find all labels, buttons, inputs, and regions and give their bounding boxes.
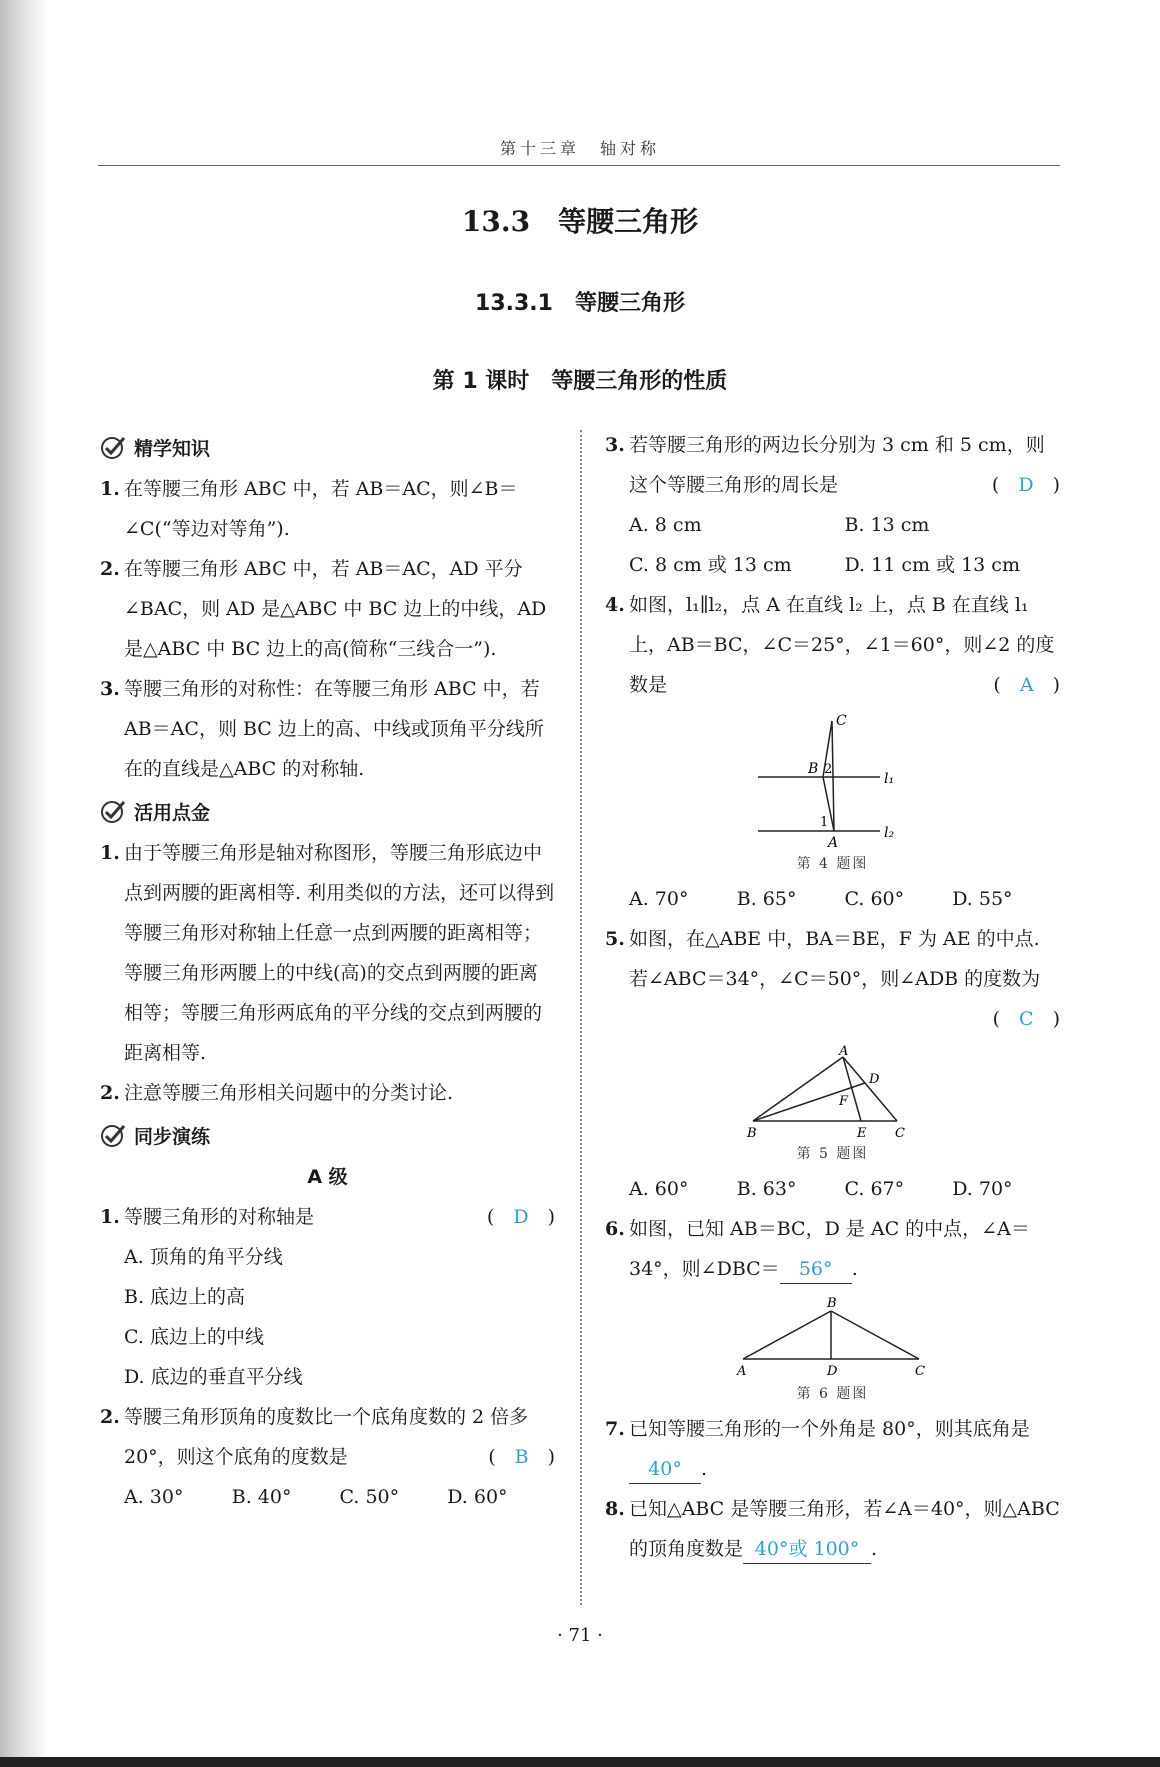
answer-paren: ( C ) (992, 1008, 1060, 1030)
label-d: D (826, 1364, 837, 1379)
answer-blank: 40°或 100° (743, 1535, 871, 1564)
section-heading-tips (100, 791, 555, 831)
figure-q5-diagram (743, 1045, 923, 1141)
answer-choice: C (1019, 1008, 1034, 1030)
label-c: C (894, 1126, 905, 1141)
label-a: A (838, 1045, 848, 1059)
label-d: D (868, 1072, 879, 1087)
section-title-tips: 活用点金 (134, 801, 211, 824)
header-rule (98, 165, 1060, 166)
option: A. 8 cm (629, 514, 702, 536)
option: A. 顶角的角平分线 (124, 1246, 283, 1268)
option: B. 40° (231, 1486, 292, 1508)
option: C. 60° (844, 888, 905, 910)
question-8: 8. 已知△ABC 是等腰三角形，若∠A＝40°，则△ABC 的顶角度数是 40°或 100° . (605, 1489, 1060, 1569)
option: D. 55° (952, 888, 1013, 910)
option: C. 50° (339, 1486, 400, 1508)
answer-choice: D (513, 1206, 529, 1228)
tips-item: 1. 由于等腰三角形是轴对称图形，等腰三角形底边中点到两腰的距离相等. 利用类似的方法，还可以得到等腰三角形对称轴上任意一点到两腰的距离相等；等腰三角形两腰上的中线(高)的交点到两腰的距离相等；等腰三角形两底角的平分线的交点到两腰的距离相等. (100, 842, 555, 1064)
option: D. 底边的垂直平分线 (124, 1366, 303, 1388)
options-row (605, 1169, 1060, 1209)
label-a: A (736, 1364, 746, 1379)
page-number: · 71 · (557, 1625, 603, 1646)
section-title: 13.3 等腰三角形 (461, 205, 699, 238)
option: B. 13 cm (844, 514, 930, 536)
label-f: F (838, 1094, 848, 1109)
option: D. 11 cm 或 13 cm (844, 554, 1020, 576)
left-column (100, 425, 555, 1517)
option: B. 65° (736, 888, 797, 910)
answer-paren: ( B ) (488, 1446, 555, 1468)
figure-q6-diagram (733, 1295, 933, 1381)
figure-q5 (605, 1045, 1060, 1163)
option: C. 8 cm 或 13 cm (629, 554, 792, 576)
figure-q6 (605, 1295, 1060, 1403)
label-e: E (856, 1126, 866, 1141)
options-row (100, 1477, 555, 1517)
option: C. 底边上的中线 (124, 1326, 264, 1348)
section-title-practice: 同步演练 (134, 1125, 211, 1148)
question-3: 3. 若等腰三角形的两边长分别为 3 cm 和 5 cm，则这个等腰三角形的周长是 ( D ) (605, 425, 1060, 505)
answer-blank: 56° (780, 1255, 852, 1284)
label-b: B (826, 1296, 837, 1311)
label-b: B (807, 761, 818, 777)
tips-item: 2. 注意等腰三角形相关问题中的分类讨论. (100, 1082, 454, 1104)
figure-q4-diagram (748, 711, 918, 851)
label-l1: l₁ (883, 771, 894, 787)
options-row (605, 879, 1060, 919)
subsection-title: 13.3.1 等腰三角形 (475, 291, 685, 316)
check-badge-icon (100, 1122, 126, 1148)
knowledge-item: 2. 在等腰三角形 ABC 中，若 AB＝AC，AD 平分∠BAC，则 AD 是△ABC 中 BC 边上的中线，AD 是△ABC 中 BC 边上的高(简称“三线合一”). (100, 558, 547, 660)
question-1: 1. 等腰三角形的对称轴是 ( D ) (100, 1197, 555, 1237)
check-badge-icon (100, 434, 126, 460)
question-6: 6. 如图，已知 AB＝BC，D 是 AC 的中点，∠A＝34°，则∠DBC＝ 56° . (605, 1209, 1060, 1289)
label-l2: l₂ (883, 825, 894, 841)
label-c: C (835, 713, 847, 729)
figure-caption: 第 6 题图 (796, 1386, 869, 1402)
label-a: A (827, 835, 838, 851)
answer-choice: A (1019, 674, 1034, 696)
option: A. 30° (124, 1486, 184, 1508)
label-c: C (914, 1364, 925, 1379)
question-5: 5. 如图，在△ABE 中，BA＝BE，F 为 AE 的中点. 若∠ABC＝34°，∠C＝50°，则∠ADB 的度数为 ( C ) (605, 919, 1060, 1039)
running-header: 第十三章 轴对称 (499, 139, 660, 158)
option: B. 底边上的高 (124, 1286, 246, 1308)
level-label: A 级 (307, 1166, 348, 1188)
section-heading-knowledge (100, 427, 555, 467)
knowledge-item: 1. 在等腰三角形 ABC 中，若 AB＝AC，则∠B＝∠C(“等边对等角”). (100, 478, 518, 540)
option: C. 67° (844, 1178, 905, 1200)
bottom-edge-bar (0, 1757, 1160, 1767)
answer-choice: B (514, 1446, 529, 1468)
option: B. 63° (736, 1178, 797, 1200)
figure-caption: 第 5 题图 (796, 1146, 869, 1162)
answer-paren: ( D ) (991, 474, 1060, 496)
label-angle-2: 2 (823, 762, 832, 777)
label-b: B (746, 1126, 757, 1141)
question-2: 2. 等腰三角形顶角的度数比一个底角度数的 2 倍多 20°，则这个底角的度数是 ( B ) (100, 1397, 555, 1477)
section-title-knowledge: 精学知识 (134, 437, 211, 460)
option: A. 70° (629, 888, 689, 910)
column-divider (580, 430, 582, 1605)
question-4: 4. 如图，l₁∥l₂，点 A 在直线 l₂ 上，点 B 在直线 l₁ 上，AB＝BC，∠C＝25°，∠1＝60°，则∠2 的度数是 ( A ) (605, 585, 1060, 705)
answer-choice: D (1018, 474, 1034, 496)
options-grid (605, 505, 1060, 585)
answer-paren: ( A ) (993, 674, 1060, 696)
figure-caption: 第 4 题图 (796, 856, 869, 872)
check-badge-icon (100, 798, 126, 824)
question-7: 7. 已知等腰三角形的一个外角是 80°，则其底角是40° . (605, 1409, 1060, 1489)
answer-paren: ( D ) (486, 1206, 555, 1228)
section-heading-practice (100, 1115, 555, 1155)
right-column (605, 425, 1060, 1569)
option: A. 60° (629, 1178, 689, 1200)
lesson-title: 第 1 课时 等腰三角形的性质 (432, 369, 728, 394)
option: D. 60° (447, 1486, 508, 1508)
label-angle-1: 1 (819, 815, 828, 830)
option: D. 70° (952, 1178, 1013, 1200)
knowledge-item: 3. 等腰三角形的对称性：在等腰三角形 ABC 中，若 AB＝AC，则 BC 边上的高、中线或顶角平分线所在的直线是△ABC 的对称轴. (100, 678, 544, 780)
figure-q4 (605, 711, 1060, 873)
page-gutter-shadow (0, 0, 48, 1767)
answer-blank: 40° (629, 1455, 701, 1484)
